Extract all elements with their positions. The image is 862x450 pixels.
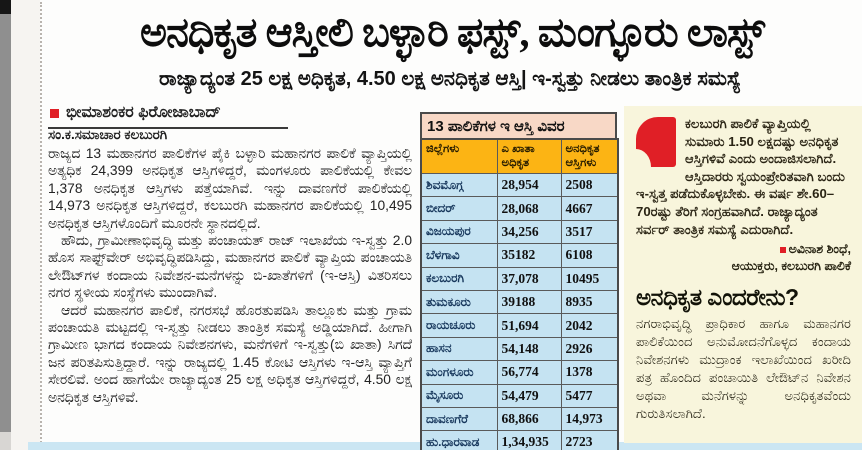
column-divider-dotted xyxy=(40,2,42,443)
unauth-cell: 2508 xyxy=(561,174,618,197)
district-cell: ಕಲಬುರಗಿ xyxy=(421,267,497,290)
table-row xyxy=(421,244,618,267)
explainer-body: ನಗರಾಭಿವೃದ್ಧಿ ಪ್ರಾಧಿಕಾರ ಹಾಗೂ ಮಹಾನಗರ ಪಾಲಿಕೆಯಿಂದ ಅನುಮೋದನೆಗೊಳ್ಳದ ಕಂದಾಯ ನಿವೇಶನಗಳು ಮುದ್ರಾಂಕ ಇಲಾಖೆಯಿಂದ ಖರೀದಿ ಪತ್ರ ಹೊಂದಿದ ಪಂಚಾಯಿತಿ ಲೇಔಟ್‌ನ ನಿವೇಶನ ಅಥವಾ ಮನೆಗಳನ್ನು ಅನಧಿಕೃತವೆಂದು ಗುರುತಿಸಲಾಗಿದೆ. xyxy=(636,316,851,422)
akhata-cell: 28,068 xyxy=(497,197,561,220)
akhata-cell: 35182 xyxy=(497,244,561,267)
page-edge-shadow xyxy=(0,0,11,432)
col-header-unauthorized: ಅನಧಿಕೃತ ಆಸ್ತಿಗಳು xyxy=(561,139,618,174)
akhata-cell: 54,479 xyxy=(497,384,561,407)
article-paragraph: ಆದರೆ ಮಹಾನಗರ ಪಾಲಿಕೆ, ನಗರಸಭೆ ಹೊರತುಪಡಿಸಿ ತಾಲ್ಲೂಕು ಮತ್ತು ಗ್ರಾಮ ಪಂಚಾಯತಿ ಮಟ್ಟದಲ್ಲಿ ಇ-ಸ್ವತ್ತು ನೀಡಲು ತಾಂತ್ರಿಕ ಸಮಸ್ಯೆ ಅಡ್ಡಿಯಾಗಿದೆ. ಹೀಗಾಗಿ ಗ್ರಾಮೀಣ ಭಾಗದ ಕಂದಾಯ ನಿವೇಶನಗಳು, ಮನೆಗಳಿಗೆ ಇ-ಸ್ವತ್ತು(ಬಿ ಖಾತಾ) ಸಿಗದೆ ಜನ ಪರಿತಪಿಸುತ್ತಿದ್ದಾರೆ. ಇನ್ನು ರಾಜ್ಯದಲ್ಲಿ 1.45 ಕೋಟಿ ಆಸ್ತಿಗಳು ಇ-ಆಸ್ತಿ ವ್ಯಾಪ್ತಿಗೆ ಸೇರಲಿವೆ. ಅಂದ ಹಾಗೆಯೇ ರಾಜ್ಯಾದ್ಯಂತ 25 ಲಕ್ಷ ಅಧಿಕೃತ ಆಸ್ತಿಗಳಿದ್ದರೆ, 4.50 ಲಕ್ಷ ಅನಧಿಕೃತ ಆಸ್ತಿಗಳಿವೆ. xyxy=(48,302,412,405)
district-cell: ಬೆಳಗಾವಿ xyxy=(421,244,497,267)
district-cell: ಶಿವಮೊಗ್ಗ xyxy=(421,174,497,197)
quote-panel xyxy=(624,106,862,443)
col-header-akhata: ಎ ಖಾತಾ ಅಧಿಕೃತ xyxy=(497,139,561,174)
akhata-cell: 1,34,935 xyxy=(497,431,561,450)
district-cell: ಮೈಸೂರು xyxy=(421,384,497,407)
table-row xyxy=(421,267,618,290)
bullet-icon xyxy=(780,247,786,253)
district-cell: ವಿಜಯಪುರ xyxy=(421,220,497,243)
table-row xyxy=(421,337,618,360)
akhata-cell: 34,256 xyxy=(497,220,561,243)
page-edge-corner xyxy=(0,0,11,14)
akhata-cell: 28,954 xyxy=(497,174,561,197)
data-table xyxy=(420,138,619,450)
akhata-cell: 37,078 xyxy=(497,267,561,290)
article-paragraph: ರಾಜ್ಯದ 13 ಮಹಾನಗರ ಪಾಲಿಕೆಗಳ ಪೈಕಿ ಬಳ್ಳಾರಿ ಮಹಾನಗರ ಪಾಲಿಕೆ ವ್ಯಾಪ್ತಿಯಲ್ಲಿ ಅತ್ಯಧಿಕ 24,399 ಅನಧಿಕೃತ ಆಸ್ತಿಗಳಿದ್ದರೆ, ಮಂಗಳೂರು ಪಾಲಿಕೆಯಲ್ಲಿ ಕೇವಲ 1,378 ಅನಧಿಕೃತ ಆಸ್ತಿಗಳು ಪತ್ತೆಯಾಗಿವೆ. ಇನ್ನು ದಾವಣಗೆರೆ ಪಾಲಿಕೆಯಲ್ಲಿ 14,973 ಅನಧಿಕೃತ ಆಸ್ತಿಗಳಿದ್ದರೆ, ಕಲಬುರಗಿ ಮಹಾನಗರ ಪಾಲಿಕೆಯಲ್ಲಿ 10,495 ಅನಧಿಕೃತ ಆಸ್ತಿಗಳೊಂದಿಗೆ ಮೂರನೇ ಸ್ಥಾನದಲ್ಲಿದೆ. xyxy=(48,146,412,231)
byline xyxy=(48,104,288,129)
unauth-cell: 8935 xyxy=(561,290,618,313)
akhata-cell: 68,866 xyxy=(497,407,561,430)
byline-name: ಭೀಮಾಶಂಕರ ಫಿರೋಜಾಬಾದ್ xyxy=(66,104,221,121)
col-header-districts: ಜಿಲ್ಲೆಗಳು xyxy=(421,139,497,174)
unauth-cell: 5477 xyxy=(561,384,618,407)
table-row xyxy=(421,384,618,407)
district-cell: ಮಂಗಳೂರು xyxy=(421,361,497,384)
page-margin xyxy=(11,0,40,450)
dateline: ಸಂ.ಕ.ಸಮಾಚಾರ ಕಲಬುರಗಿ xyxy=(48,127,168,142)
unauth-cell: 4667 xyxy=(561,197,618,220)
district-cell: ಬೀದರ್ xyxy=(421,197,497,220)
unauth-cell: 14,973 xyxy=(561,407,618,430)
district-cell: ದಾವಣಗೆರೆ xyxy=(421,407,497,430)
table-row xyxy=(421,407,618,430)
table-header-row xyxy=(421,139,618,174)
akhata-cell: 56,774 xyxy=(497,361,561,384)
unauth-cell: 1378 xyxy=(561,361,618,384)
table-row xyxy=(421,431,618,450)
article-body xyxy=(48,127,412,442)
bullet-icon xyxy=(50,109,59,118)
headline: ಅನಧಿಕೃತ ಆಸ್ತೀಲಿ ಬಳ್ಳಾರಿ ಫಸ್ಟ್, ಮಂಗ್ಳೂರು ಲಾಸ್ಟ್ xyxy=(140,9,764,55)
table-row xyxy=(421,314,618,337)
attribution-name: ಅವಿನಾಶ ಶಿಂಧೆ, xyxy=(788,242,851,257)
akhata-cell: 39188 xyxy=(497,290,561,313)
quote-attribution xyxy=(636,241,851,274)
table-row xyxy=(421,197,618,220)
unauth-cell: 3517 xyxy=(561,220,618,243)
table-title: 13 ಪಾಲಿಕೆಗಳ ಇ ಆಸ್ತಿ ವಿವರ xyxy=(420,112,617,138)
akhata-cell: 51,694 xyxy=(497,314,561,337)
quote-text: ಕಲಬುರಗಿ ಪಾಲಿಕೆ ವ್ಯಾಪ್ತಿಯಲ್ಲಿ ಸುಮಾರು 1.50 ಲಕ್ಷದಷ್ಟು ಅನಧಿಕೃತ ಆಸ್ತಿಗಳಿವೆ ಎಂದು ಅಂದಾಜಿಸಲಾಗಿದೆ. ಆಸ್ತಿದಾರರು ಸ್ವಯಂಪ್ರೇರಿತವಾಗಿ ಬಂದು ಇ-ಸ್ವತ್ತ ಪಡೆದುಕೊಳ್ಳಬೇಕು. ಈ ವರ್ಷ ಶೇ.60–70ರಷ್ಟು ತೆರಿಗೆ ಸಂಗ್ರಹವಾಗಿದೆ. ರಾಜ್ಯಾದ್ಯಂತ ಸರ್ವರ್ ತಾಂತ್ರಿಕ ಸಮಸ್ಯೆ ಎದುರಾಗಿದೆ. xyxy=(636,116,845,237)
explainer-heading: ಅನಧಿಕೃತ ಎಂದರೇನು? xyxy=(636,284,799,311)
table-row xyxy=(421,220,618,243)
district-cell: ತುಮಕೂರು xyxy=(421,290,497,313)
e-asti-table xyxy=(420,112,617,450)
article-region xyxy=(46,0,862,450)
district-cell: ಹು.ಧಾರವಾಡ xyxy=(421,431,497,450)
unauth-cell: 6108 xyxy=(561,244,618,267)
district-cell: ರಾಯಚೂರು xyxy=(421,314,497,337)
page-edge-fade xyxy=(0,432,11,450)
unauth-cell: 2042 xyxy=(561,314,618,337)
table-row xyxy=(421,174,618,197)
unauth-cell: 2723 xyxy=(561,431,618,450)
table-row xyxy=(421,290,618,313)
district-cell: ಹಾಸನ xyxy=(421,337,497,360)
article-paragraph: ಹೌದು, ಗ್ರಾಮೀಣಾಭಿವೃದ್ಧಿ ಮತ್ತು ಪಂಚಾಯತ್ ರಾಜ್ ಇಲಾಖೆಯ ಇ-ಸ್ವತ್ತು 2.0 ಹೊಸ ಸಾಫ್ಟ್‌ವೇರ್ ಅಭಿವೃದ್ಧಿಪಡಿಸಿದ್ದು, ಮಹಾನಗರ ಪಾಲಿಕೆ ವ್ಯಾಪ್ತಿಯ ಪಂಚಾಯತಿ ಲೇಔಟ್‌ಗಳ ಕಂದಾಯ ನಿವೇಶನ-ಮನೆಗಳನ್ನು ಬಿ-ಖಾತೆಗಳಿಗೆ (ಇ-ಆಸ್ತಿ) ವಿತರಿಸಲು ನಗರ ಸ್ಥಳೀಯ ಸಂಸ್ಥೆಗಳು ಮುಂದಾಗಿವೆ. xyxy=(48,233,412,301)
table-row xyxy=(421,361,618,384)
attribution-title: ಆಯುಕ್ತರು, ಕಲಬುರಗಿ ಪಾಲಿಕೆ xyxy=(731,258,851,273)
akhata-cell: 54,148 xyxy=(497,337,561,360)
quote-mark-icon xyxy=(636,117,676,167)
unauth-cell: 2926 xyxy=(561,337,618,360)
unauth-cell: 10495 xyxy=(561,267,618,290)
subheadline: ರಾಜ್ಯಾದ್ಯಂತ 25 ಲಕ್ಷ ಅಧಿಕೃತ, 4.50 ಲಕ್ಷ ಅನಧಿಕೃತ ಆಸ್ತಿ| ಇ-ಸ್ವತ್ತು ನೀಡಲು ತಾಂತ್ರಿಕ ಸಮಸ್ಯೆ xyxy=(158,68,742,90)
